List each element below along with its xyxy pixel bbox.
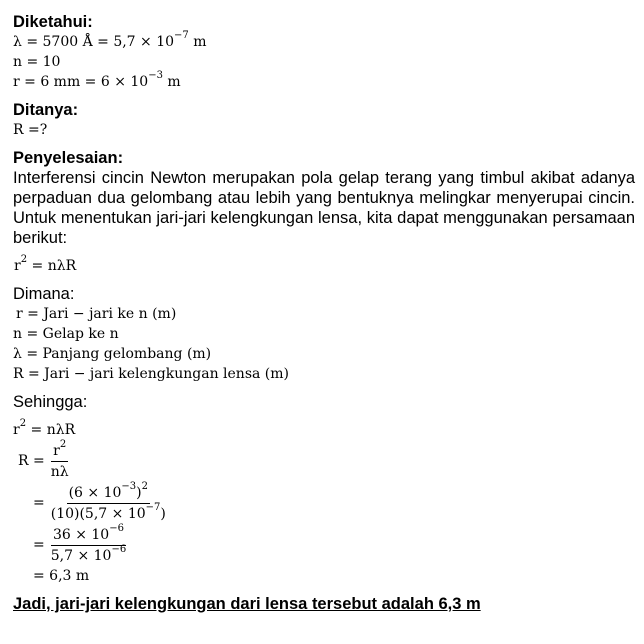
- solution-heading: Penyelesaian:: [13, 149, 124, 167]
- dimana-label: Dimana:: [13, 285, 75, 303]
- definition-lambda: λ = Panjang gelombang (m): [13, 346, 212, 362]
- solution-paragraph: Interferensi cincin Newton merupakan pola gelap terang yang timbul akibat adanya perpaduan dua gelombang atau lebih yang bentuknya melingkar menyerupai cincin. Untuk menentukan jari-jari kelengkungan lensa, kita dapat menggunakan persamaan berikut:: [13, 169, 635, 247]
- sehingga-label: Sehingga:: [13, 393, 88, 411]
- definition-R: R = Jari − jari kelengkungan lensa (m): [13, 366, 290, 382]
- known-lambda: λ = 5700 Å = $5,7 \times 10^{-7}$ m: [13, 30, 207, 50]
- result: = 6,3 m: [33, 568, 90, 584]
- definition-n: n = Gelap ke n: [13, 326, 119, 342]
- asked-heading: Ditanya:: [13, 101, 79, 119]
- solution-document: [13, 12, 635, 614]
- step-2: R = $\frac{r^2}{n\lambda}$: [18, 438, 69, 480]
- step-3: = $\frac{(6 \times 10^{-3})^2}{(10)(5,7 \times 10^{-7})}$: [33, 480, 166, 522]
- step-4: = $\frac{36 \times 10^{-6}}{5,7 \times 10^{-6}}$: [33, 522, 127, 564]
- definition-r: r = Jari − jari ke n (m): [16, 306, 177, 322]
- known-heading: Diketahui:: [13, 13, 93, 31]
- step-1: $r^2 = n\lambda R$: [13, 418, 76, 438]
- conclusion: Jadi, jari-jari kelengkungan dari lensa tersebut adalah 6,3 m: [13, 595, 481, 613]
- known-n: n = 10: [13, 54, 61, 70]
- asked-value: R =?: [13, 122, 48, 138]
- main-formula: $r^2 = n\lambda R$: [14, 254, 77, 274]
- known-r: r = 6 mm = $6 \times 10^{-3}$ m: [13, 70, 181, 90]
